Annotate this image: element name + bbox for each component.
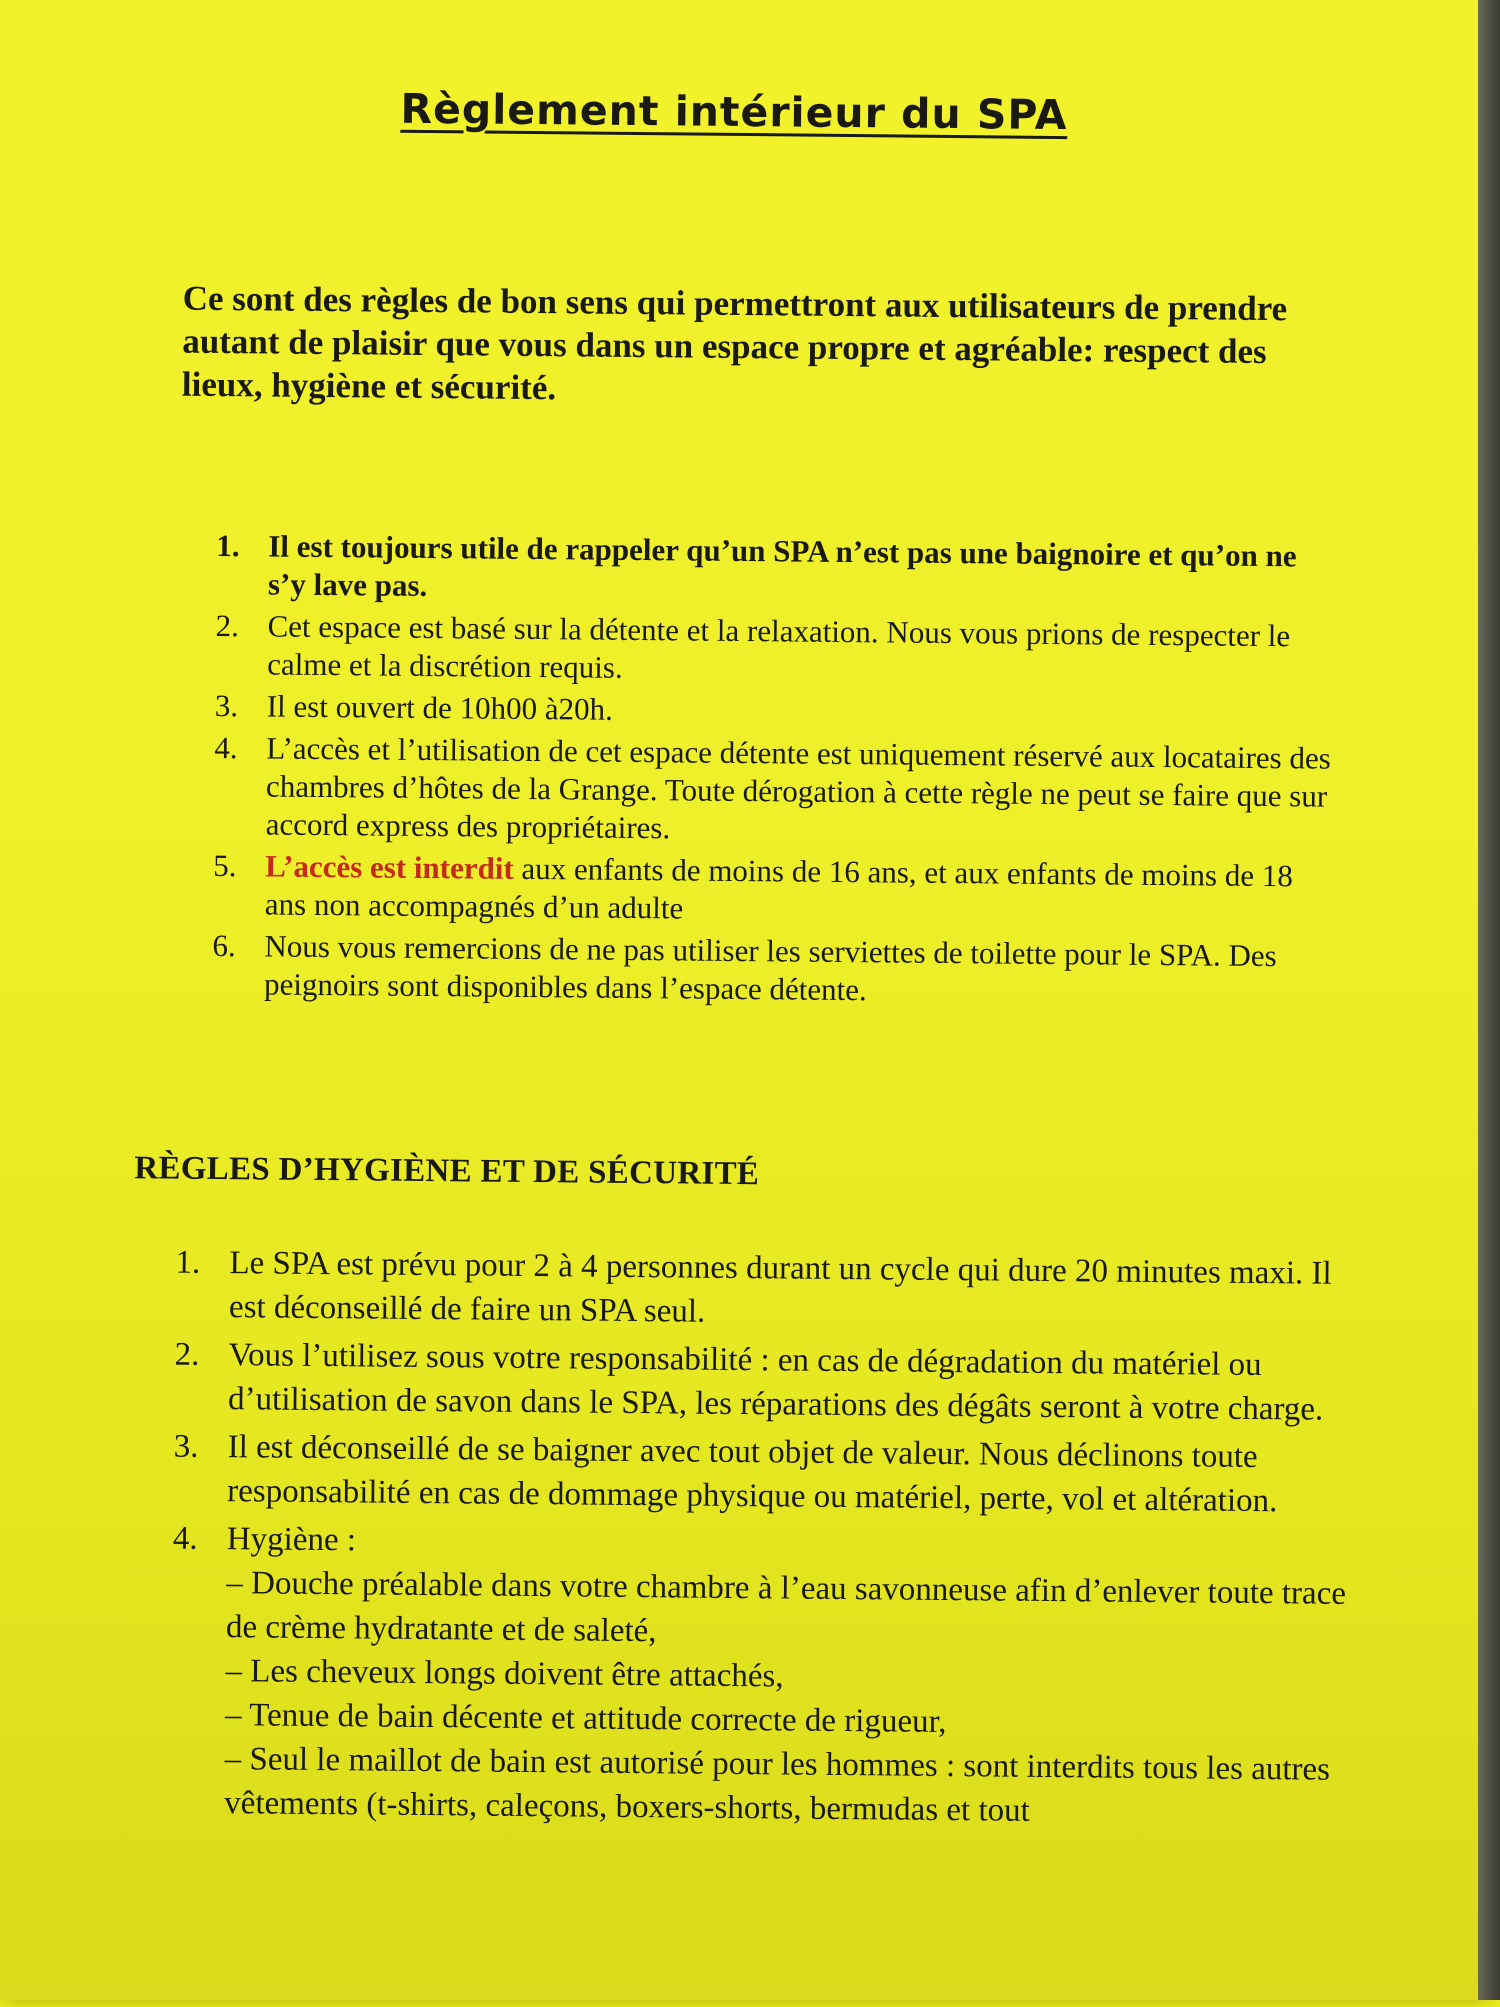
hygiene-rule-item xyxy=(174,1333,1355,1432)
rule-text: Cet espace est basé sur la détente et la relaxation. Nous vous prions de respecter le calme et la discrétion requis. xyxy=(267,608,1291,685)
rule-item xyxy=(213,847,1334,934)
hygiene-rule-item xyxy=(175,1241,1356,1340)
rule-highlight: L’accès est interdit xyxy=(265,848,514,886)
wall-edge xyxy=(1478,0,1500,2000)
rule-number: 5. xyxy=(213,847,237,884)
rule-text: Nous vous remercions de ne pas utiliser les serviettes de toilette pour le SPA. Des peignoirs sont disponibles dans l’espace détente. xyxy=(263,928,1277,1008)
rule-number: 4. xyxy=(214,729,238,766)
rule-text: Vous l’utilisez sous votre responsabilité : en cas de dégradation du matériel ou d’utilisation de savon dans le SPA, les réparations des dégâts seront à votre charge. xyxy=(227,1337,1324,1428)
rule-text: Le SPA est prévu pour 2 à 4 personnes durant un cycle qui dure 20 minutes maxi. Il est déconseillé de faire un SPA seul. xyxy=(228,1245,1332,1330)
rule-number: 6. xyxy=(212,927,236,964)
rule-item xyxy=(215,607,1336,694)
hygiene-sub-item: – Tenue de bain décente et attitude correcte de rigueur, xyxy=(224,1697,947,1741)
rule-text: L’accès et l’utilisation de cet espace détente est uniquement réservé aux locataires des chambres d’hôtes de la Grange. Toute dérogation à cette règle ne peut se faire que sur accord express des propriétaires. xyxy=(265,730,1331,846)
rule-item xyxy=(215,687,1335,736)
hygiene-sub-item: – Seul le maillot de bain est autorisé pour les hommes : sont interdits tous les autres vêtements (t-shirts, caleçons, boxers-shorts, bermudas et tout xyxy=(224,1741,1331,1829)
hygiene-rules-list xyxy=(170,1241,1356,1840)
rule-text: Il est ouvert de 10h00 à20h. xyxy=(266,688,614,727)
page-title: Règlement intérieur du SPA xyxy=(400,84,1068,140)
hygiene-sub-item: – Douche préalable dans votre chambre à l’eau savonneuse afin d’enlever toute trace de crème hydratante et de saleté, xyxy=(225,1565,1347,1650)
hygiene-sub-item: – Les cheveux longs doivent être attachés, xyxy=(225,1653,784,1695)
rule-number: 4. xyxy=(172,1520,198,1557)
rule-item xyxy=(212,927,1333,1014)
rule-number: 3. xyxy=(214,687,239,724)
rule-item xyxy=(213,729,1334,854)
rule-text: Il est toujours utile de rappeler qu’un SPA n’est pas une baignoire et qu’on ne s’y lave pas. xyxy=(267,528,1297,603)
hygiene-heading: RÈGLES D’HYGIÈNE ET DE SÉCURITÉ xyxy=(134,1150,760,1193)
rules-list xyxy=(212,527,1337,1018)
rule-item xyxy=(216,527,1337,614)
rule-number: 1. xyxy=(175,1244,201,1281)
rule-text: Hygiène : xyxy=(226,1521,357,1559)
hygiene-rule-item xyxy=(173,1425,1354,1524)
rule-number: 3. xyxy=(173,1428,199,1465)
rule-text: Il est déconseillé de se baigner avec tout objet de valeur. Nous déclinons toute responsabilité en cas de dommage physique ou matériel, perte, vol et altération. xyxy=(227,1429,1278,1520)
rule-number: 2. xyxy=(174,1336,200,1373)
hygiene-rule-item xyxy=(170,1517,1353,1836)
intro-paragraph: Ce sont des règles de bon sens qui permettront aux utilisateurs de prendre autant de plaisir que vous dans un espace propre et agréable: respect des lieux, hygiène et sécurité. xyxy=(181,278,1288,408)
rule-text: aux enfants de moins de 16 ans, et aux enfants de moins de 18 ans non accompagnés d’un adulte xyxy=(264,850,1294,926)
rule-number: 2. xyxy=(215,607,239,644)
rule-number: 1. xyxy=(216,527,240,564)
